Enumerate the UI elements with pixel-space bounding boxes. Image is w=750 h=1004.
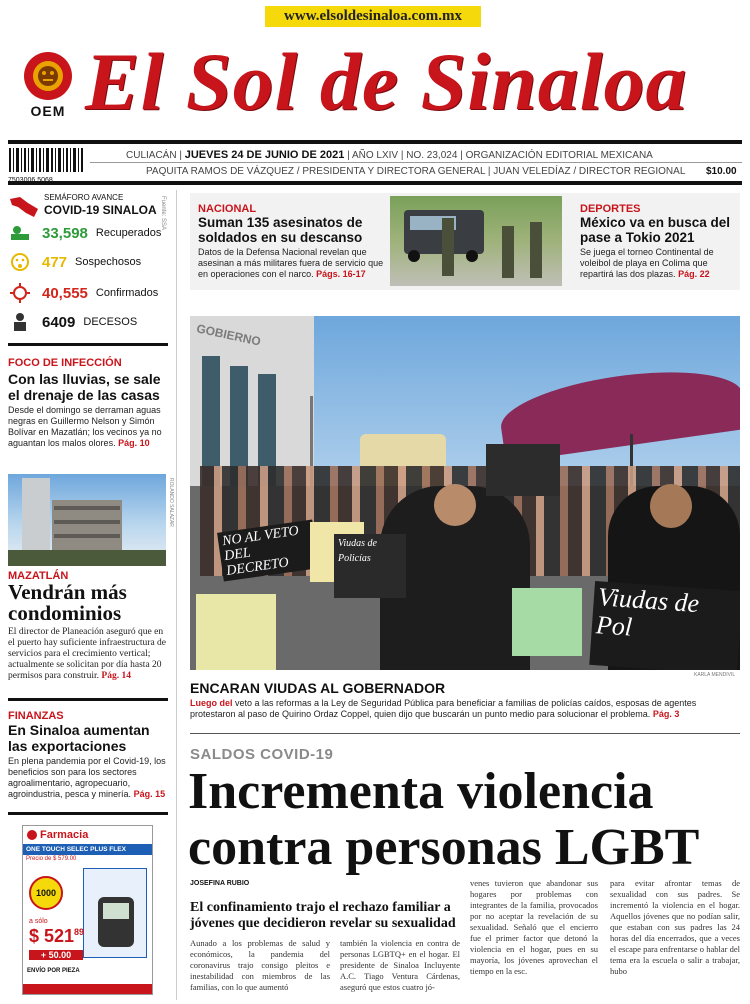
covid-kicker: SEMÁFORO AVANCE bbox=[44, 193, 124, 202]
lead-col-4: para evitar afrontar temas de sexualidad con sus padres. Se incrementó la violencia en el hogar. Aquellos jóvenes que no podían salir, que estaban con sus padres las 24 horas del día encerrados, que a veces el escape para enfrentarse o hablar del tema era la escuela o salir a trabajar, hubo bbox=[610, 878, 740, 976]
ad-extra: + 50.00 bbox=[29, 950, 83, 960]
mazatlan-body: El director de Planeación aseguró que en el puerto hay suficiente infraestructura de servicios para el crecimiento vertical; actualmente se solicitan por día hasta 20 permisos para construir. bbox=[8, 627, 166, 681]
ad-product: ONE TOUCH SELEC PLUS FLEX bbox=[23, 844, 152, 855]
finanzas-rule bbox=[8, 812, 168, 815]
suspect-face-icon bbox=[8, 252, 32, 272]
ad-badge: 1000 bbox=[29, 876, 63, 910]
dateline-issue: NO. 23,024 bbox=[406, 150, 458, 161]
condo-photo-credit: ROLANDO SALAZAR bbox=[168, 478, 174, 527]
deaths-value: 6409 bbox=[42, 313, 76, 331]
pill-icon bbox=[27, 830, 37, 840]
protest-sign-1: NO AL VETO DEL DECRETO bbox=[217, 520, 319, 582]
lead-headline[interactable] bbox=[188, 764, 744, 876]
lead-col-2: también la violencia en contra de personas LGBTQ+ en el hogar. El presidente de Sinaloa Incluyente A.C. Tiago Ventura Cárdenas, aseguró que estos cuatro jó- bbox=[340, 938, 460, 992]
finanzas-headline[interactable]: En Sinaloa aumentan las exportaciones bbox=[8, 722, 150, 754]
finanzas-page: Pág. 15 bbox=[133, 789, 166, 799]
suspected-label: Sospechosos bbox=[75, 256, 142, 268]
finanzas-story[interactable] bbox=[8, 710, 170, 800]
website-url[interactable]: www.elsoldesinaloa.com.mx bbox=[265, 6, 481, 27]
oem-logo-text: OEM bbox=[30, 103, 66, 119]
condo-photo bbox=[8, 474, 166, 566]
nacional-story[interactable] bbox=[198, 203, 388, 280]
soldiers-photo bbox=[390, 196, 562, 286]
dateline-city: CULIACÁN bbox=[126, 150, 177, 161]
foco-page: Pág. 10 bbox=[118, 438, 150, 448]
foco-body: Desde el domingo se derraman aguas negras en Guillermo Nelson y Simón Bolívar en Mazatlán; los vecinos ya no aguantan los malos olores. bbox=[8, 405, 162, 448]
recovered-value: 33,598 bbox=[42, 224, 88, 242]
glucometer-box bbox=[83, 868, 147, 958]
barcode bbox=[8, 148, 84, 180]
deportes-story[interactable] bbox=[580, 203, 740, 280]
protest-lead: Luego del bbox=[190, 698, 233, 708]
recovered-label: Recuperados bbox=[95, 227, 162, 239]
deportes-page: Pág. 22 bbox=[678, 269, 710, 279]
pharmacy-ad[interactable] bbox=[22, 825, 153, 995]
protest-caption: veto a las reformas a la Ley de Seguridad Pública para beneficiar a familias de policías caídos, esposas de agentes protestaron al paso de Quirino Ordaz Coppel, quien dijo que buscarán un punto medio para solucionar el problema. bbox=[190, 698, 697, 719]
ad-brand: Farmacia bbox=[40, 829, 89, 841]
protest-sign-2: Viudas de Policías bbox=[334, 534, 406, 598]
lead-subhead: El confinamiento trajo el rechazo familiar a jóvenes que decidieron revelar su sexualidad bbox=[190, 900, 456, 931]
nacional-body: Datos de la Defensa Nacional revelan que asesinan a más militares fuera de servicio que en operaciones con el narco. bbox=[198, 247, 384, 279]
dateline-year: AÑO LXIV bbox=[351, 150, 399, 161]
ad-sale-label: a sólo bbox=[29, 918, 48, 925]
sun-icon bbox=[24, 52, 72, 100]
covid-row-deaths bbox=[8, 311, 173, 333]
ad-sale-cents: 89 bbox=[74, 927, 85, 937]
dateline-rule bbox=[90, 162, 742, 163]
column-divider bbox=[176, 190, 177, 1000]
recovered-icon bbox=[8, 223, 32, 243]
dateline-bottom-rule bbox=[8, 181, 742, 185]
mazatlan-story[interactable] bbox=[8, 570, 168, 682]
protest-photo bbox=[190, 316, 740, 670]
protest-photo-credit: KARLA MENDIVIL bbox=[694, 672, 736, 678]
protest-page: Pág. 3 bbox=[652, 709, 680, 719]
mazatlan-headline[interactable]: Vendrán más condominios bbox=[8, 580, 127, 625]
ad-footer: ENVÍO POR PIEZA bbox=[27, 968, 80, 974]
covid-title: COVID-19 SINALOA bbox=[44, 203, 157, 217]
foco-headline[interactable]: Con las lluvias, se sale el drenaje de las casas bbox=[8, 371, 161, 403]
ad-sale-price bbox=[29, 926, 84, 947]
mazatlan-page: Pág. 14 bbox=[101, 671, 131, 681]
ad-price-before: Precio de $ 579.00 bbox=[26, 856, 77, 862]
finanzas-body: En plena pandemia por el Covid-19, los beneficios son para los sectores agroalimentario, agropecuario, agroindustria, pesca y minería. bbox=[8, 756, 166, 799]
price: $10.00 bbox=[706, 166, 737, 177]
lead-kicker: SALDOS COVID-19 bbox=[190, 746, 334, 763]
lead-col-3: venes tuvieron que abandonar sus hogares por problemas con integrantes de la familia, provocados por no aceptar la revelación de su sexualidad. Señaló que el encierro fue el primer factor que detonó la violencia en el hogar, pues en su mayoría, los jóvenes aprovechan el tiempo en la esc. bbox=[470, 878, 598, 976]
covid-rule bbox=[8, 343, 168, 346]
confirmed-label: Confirmados bbox=[95, 287, 159, 299]
lead-story-rule bbox=[190, 733, 740, 734]
deportes-body: Se juega el torneo Continental de voleibol de playa en Colima que repartirá las dos plazas. bbox=[580, 247, 714, 279]
nacional-headline[interactable]: Suman 135 asesinatos de soldados en su descanso bbox=[198, 215, 363, 245]
deaths-icon bbox=[8, 312, 32, 332]
nacional-section: NACIONAL bbox=[198, 203, 257, 215]
mazatlan-rule bbox=[8, 698, 168, 701]
ad-sale-price-main: $ 521 bbox=[29, 926, 75, 946]
sinaloa-map-icon bbox=[8, 195, 40, 219]
ad-header bbox=[23, 826, 152, 844]
protest-headline[interactable]: ENCARAN VIUDAS AL GOBERNADOR bbox=[190, 680, 446, 696]
dateline-org: ORGANIZACIÓN EDITORIAL MEXICANA bbox=[465, 150, 653, 161]
header-rule bbox=[8, 140, 742, 144]
foco-story[interactable] bbox=[8, 357, 168, 449]
foco-section: FOCO DE INFECCIÓN bbox=[8, 357, 122, 369]
suspected-value: 477 bbox=[42, 253, 68, 271]
newspaper-title: El Sol de Sinaloa bbox=[85, 36, 688, 127]
dateline-date: JUEVES 24 DE JUNIO DE 2021 bbox=[184, 149, 345, 161]
deaths-label: DECESOS bbox=[83, 316, 138, 328]
covid-row-confirmed bbox=[8, 282, 173, 304]
nacional-page: Págs. 16-17 bbox=[316, 269, 366, 279]
building-sign: GOBIERNO bbox=[195, 321, 263, 349]
protest-sign-3: Viudas de Pol bbox=[589, 581, 740, 670]
covid-source: Fuente: SSA bbox=[160, 196, 166, 231]
lead-headline-line-1: Incrementa violencia bbox=[188, 763, 654, 820]
lead-col-1: Aunado a los problemas de salud y económicos, la pandemia del coronavirus trajo consigo pleitos e inestabilidad con miembros de las familias, con lo que aumentó bbox=[190, 938, 330, 992]
protest-story[interactable] bbox=[190, 680, 740, 720]
confirmed-value: 40,555 bbox=[42, 284, 88, 302]
lead-headline-line-2: contra personas LGBT bbox=[188, 819, 700, 876]
dateline: CULIACÁN | JUEVES 24 DE JUNIO DE 2021 | AÑO LXIV | NO. 23,024 | ORGANIZACIÓN EDITORIAL MEXICANA bbox=[126, 149, 653, 161]
covid-row-suspected bbox=[8, 251, 173, 273]
deportes-headline[interactable]: México va en busca del pase a Tokio 2021 bbox=[580, 215, 731, 245]
staff-line: PAQUITA RAMOS DE VÁZQUEZ / PRESIDENTA Y DIRECTORA GENERAL | JUAN VELEDÍAZ / DIRECTOR REGIONAL bbox=[146, 166, 686, 177]
deportes-section: DEPORTES bbox=[580, 203, 641, 215]
lead-byline: JOSEFINA RUBIO bbox=[190, 880, 250, 887]
mazatlan-section: MAZATLÁN bbox=[8, 570, 69, 582]
virus-icon bbox=[8, 283, 32, 303]
covid-row-recovered bbox=[8, 222, 173, 244]
oem-sun-logo bbox=[20, 48, 76, 120]
finanzas-section: FINANZAS bbox=[8, 710, 64, 722]
